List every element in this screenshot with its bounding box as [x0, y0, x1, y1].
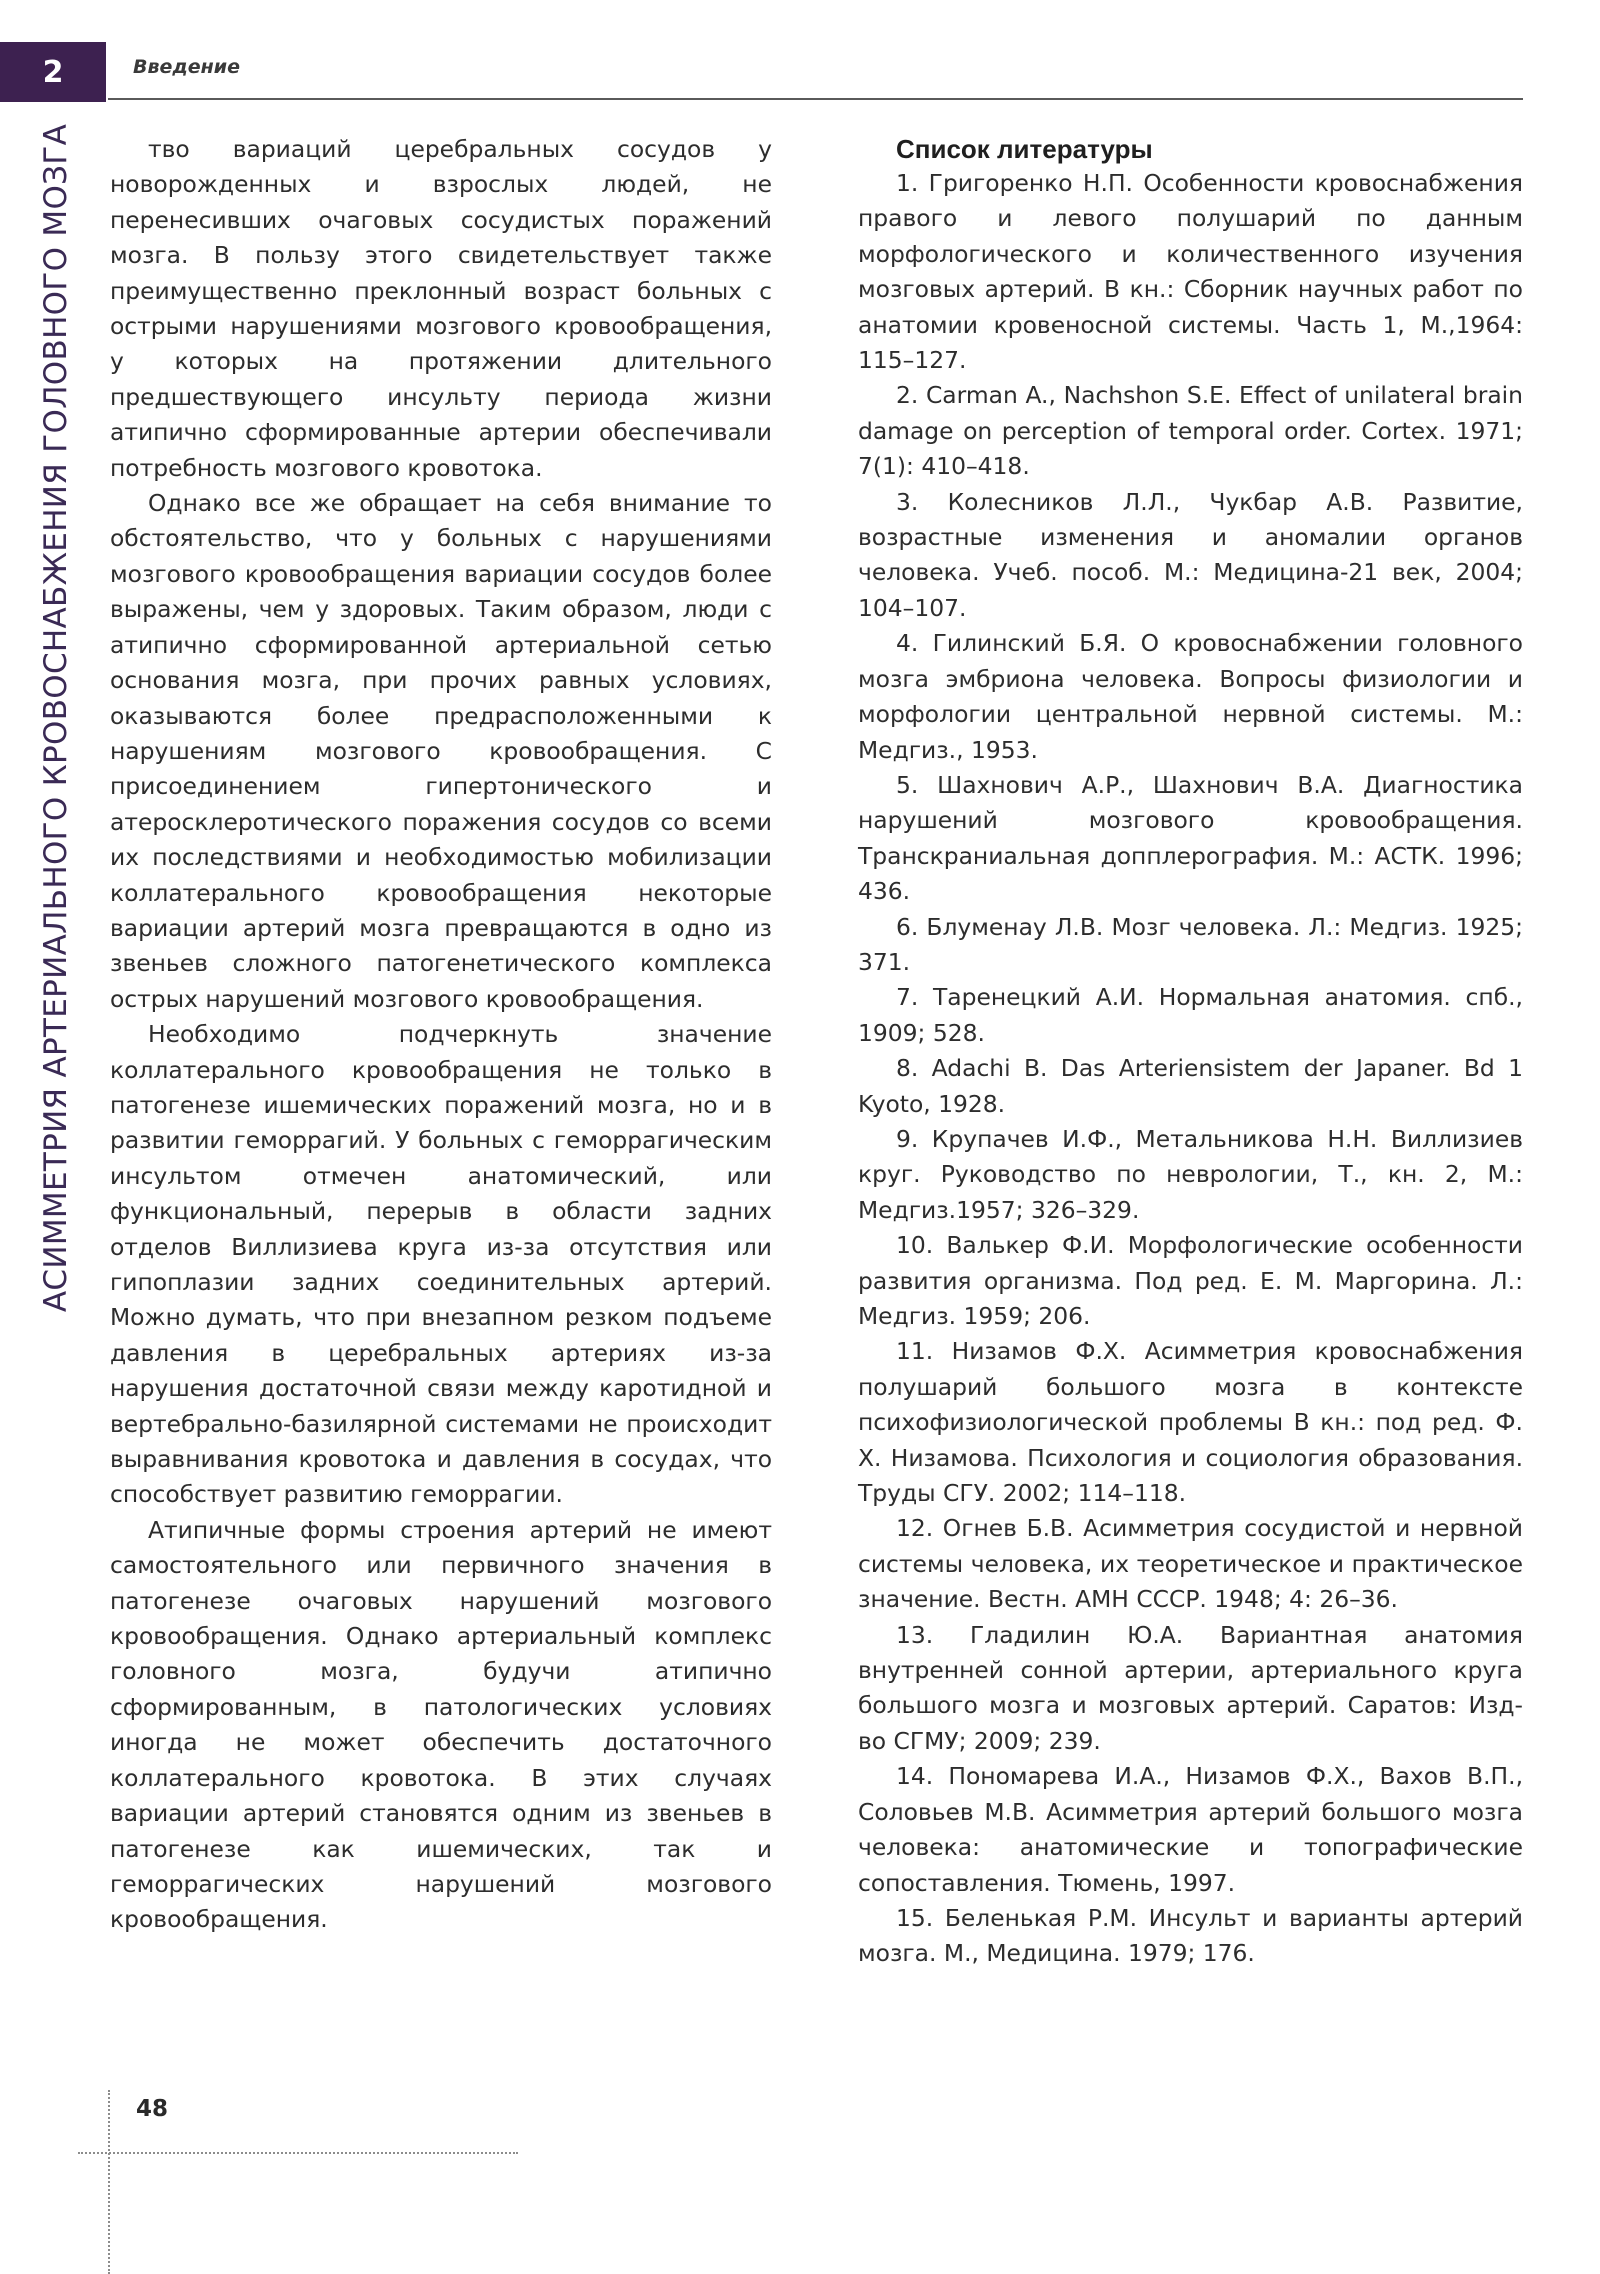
- reference-item-4: 4. Гилинский Б.Я. О кровоснабжении головного мозга эмбриона человека. Вопросы физиологии и морфологии центральной нервной системы. М.: Медгиз., 1953.: [858, 629, 1523, 764]
- reference-item-5: 5. Шахнович А.Р., Шахнович В.А. Диагностика нарушений мозгового кровообращения. Транскраниальная допплерография. М.: АСТК. 1996; 436.: [858, 770, 1523, 906]
- reference-item-8: 8. Adachi B. Das Arteriensistem der Japaner. Bd 1 Kyoto, 1928.: [858, 1054, 1523, 1118]
- reference-item-10: 10. Валькер Ф.И. Морфологические особенности развития организма. Под ред. Е. М. Маргорина. Л.: Медгиз. 1959; 206.: [858, 1231, 1523, 1330]
- reference-item-13: 13. Гладилин Ю.А. Вариантная анатомия внутренней сонной артерии, артериального круга большого мозга и мозговых артерий. Саратов: Изд-во СГМУ; 2009; 239.: [858, 1620, 1523, 1755]
- body-paragraph-4: Атипичные формы строения артерий не имеют самостоятельного или первичного значения в патогенезе очаговых нарушений мозгового кровообращения. Однако артериальный комплекс головного мозга, будучи атипично сформированным, в патологических условиях иногда не может обеспечить достаточного коллатерального кровотока. В этих случаях вариации артерий становятся одним из звеньев в патогенезе как ишемических, так и геморрагических нарушений мозгового кровообращения.: [110, 1515, 772, 1934]
- body-paragraph-1: тво вариаций церебральных сосудов у новорожденных и взрослых людей, не перенесивших очаговых сосудистых поражений мозга. В пользу этого свидетельствует также преимущественно преклонный возраст больных с острыми нарушениями мозгового кровообращения, у которых на протяжении длительного предшествующего инсульту периода жизни атипично сформированные артерии обеспечивали потребность мозгового кровотока.: [110, 135, 772, 482]
- reference-item-1: 1. Григоренко Н.П. Особенности кровоснабжения правого и левого полушарий по данным морфологического и количественного изучения мозговых артерий. В кн.: Сборник научных работ по анатомии кровеносной системы. Часть 1, М.,1964: 115–127.: [858, 169, 1523, 375]
- reference-item-9: 9. Крупачев И.Ф., Метальникова Н.Н. Виллизиев круг. Руководство по неврологии, Т., кн. 2, М.: Медгиз.1957; 326–329.: [858, 1124, 1523, 1224]
- section-title: Введение: [133, 56, 240, 78]
- references-list: [858, 166, 1523, 1972]
- reference-item-15: 15. Беленькая Р.М. Инсульт и варианты артерий мозга. М., Медицина. 1979; 176.: [858, 1903, 1523, 1968]
- reference-item-2: 2. Carman A., Nachshon S.E. Effect of unilateral brain damage on perception of temporal order. Cortex. 1971; 7(1): 410–418.: [858, 381, 1523, 481]
- header-divider: [108, 98, 1523, 100]
- body-paragraph-3: Необходимо подчеркнуть значение коллатерального кровообращения не только в патогенезе ишемических поражений мозга, но и в развитии геморрагий. У больных с геморрагическим инсультом отмечен анатомический, или функциональный, перерыв в области задних отделов Виллизиева круга из-за отсутствия или гипоплазии задних соединительных артерий. Можно думать, что при внезапном резком подъеме давления в церебральных артериях из-за нарушения достаточной связи между каротидной и вертебрально-базилярной системами не происходит выравнивания кровотока и давления в сосудах, что способствует развитию геморрагии.: [110, 1020, 772, 1509]
- reference-item-12: 12. Огнев Б.В. Асимметрия сосудистой и нервной системы человека, их теоретическое и практическое значение. Вестн. АМН СССР. 1948; 4: 26–36.: [858, 1514, 1523, 1614]
- chapter-number-tab: [0, 42, 106, 102]
- main-text-column: [110, 132, 772, 1938]
- references-heading: Список литературы: [896, 134, 1153, 164]
- vertical-book-title: АСИММЕТРИЯ АРТЕРИАЛЬНОГО КРОВОСНАБЖЕНИЯ ГОЛОВНОГО МОЗГА: [38, 123, 75, 1313]
- reference-item-7: 7. Таренецкий А.И. Нормальная анатомия. спб., 1909; 528.: [858, 983, 1523, 1047]
- footer-divider: [78, 2152, 518, 2154]
- body-paragraph-2: Однако все же обращает на себя внимание то обстоятельство, что у больных с нарушениями мозгового кровообращения вариации сосудов более выражены, чем у здоровых. Таким образом, люди с атипично сформированной артериальной сетью основания мозга, при прочих равных условиях, оказываются более предрасположенными к нарушениям мозгового кровообращения. С присоединением гипертонического и атеросклеротического поражения сосудов со всеми их последствиями и необходимостью мобилизации коллатерального кровообращения некоторые вариации артерий мозга превращаются в одно из звеньев сложного патогенетического комплекса острых нарушений мозгового кровообращения.: [110, 489, 772, 1013]
- footer-vertical-divider: [108, 2090, 110, 2274]
- reference-item-14: 14. Пономарева И.А., Низамов Ф.Х., Вахов В.П., Соловьев М.В. Асимметрия артерий большого мозга человека: анатомические и топографические сопоставления. Тюмень, 1997.: [858, 1762, 1523, 1897]
- reference-item-3: 3. Колесников Л.Л., Чукбар А.В. Развитие, возрастные изменения и аномалии органов человека. Учеб. пособ. М.: Медицина-21 век, 2004; 104–107.: [858, 487, 1523, 622]
- reference-item-6: 6. Блуменау Л.В. Мозг человека. Л.: Медгиз. 1925; 371.: [858, 912, 1523, 976]
- page-number: 48: [136, 2096, 169, 2122]
- chapter-number: 2: [42, 54, 64, 90]
- reference-item-11: 11. Низамов Ф.Х. Асимметрия кровоснабжения полушарий большого мозга в контексте психофизиологической проблемы В кн.: под ред. Ф. Х. Низамова. Психология и социология образования. Труды СГУ. 2002; 114–118.: [858, 1337, 1523, 1508]
- vertical-book-title-container: [30, 123, 82, 1313]
- references-column: [858, 132, 1523, 1972]
